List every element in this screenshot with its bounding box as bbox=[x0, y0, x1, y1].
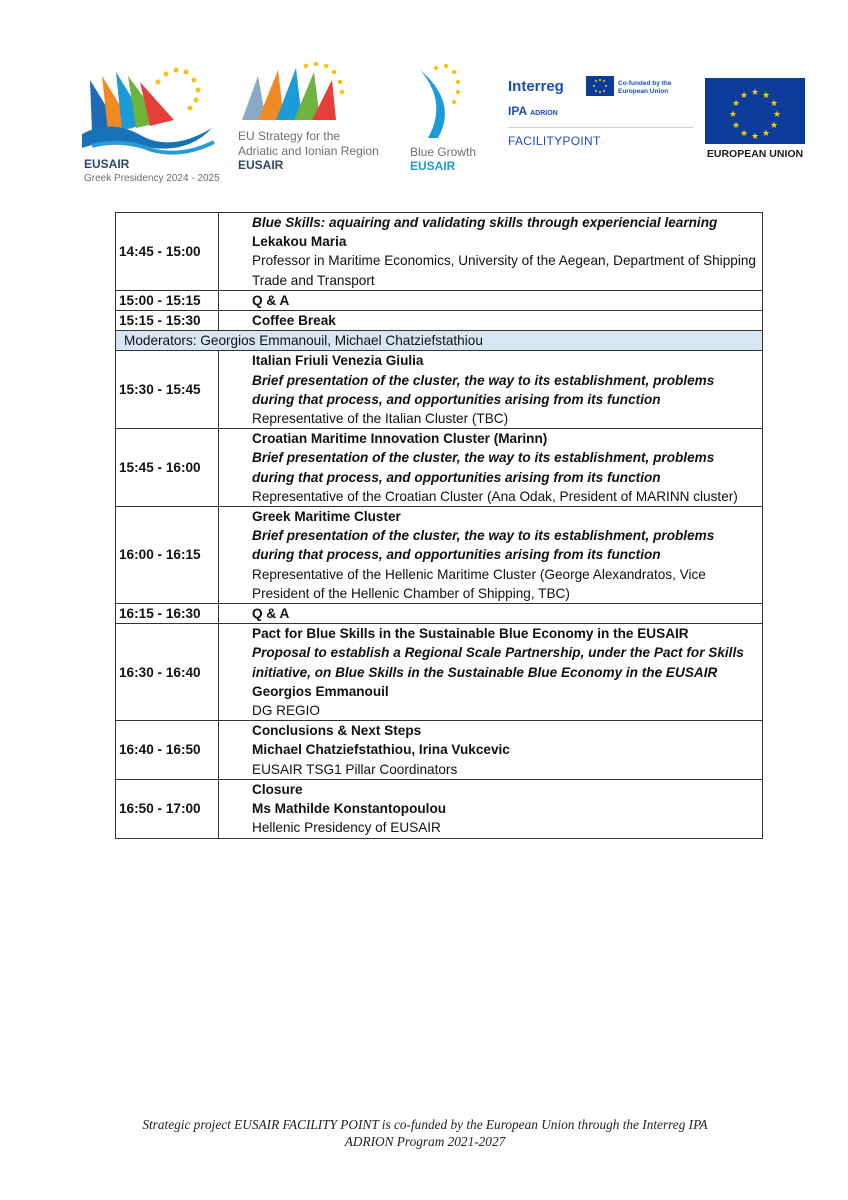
session-line: Coffee Break bbox=[252, 313, 336, 329]
eu-flag-icon bbox=[705, 78, 805, 144]
session-cell bbox=[219, 779, 763, 838]
session-cell bbox=[219, 290, 763, 310]
session-line: Representative of the Italian Cluster (TBC) bbox=[252, 411, 509, 427]
blue-growth-line-1: Blue Growth bbox=[410, 145, 477, 159]
session-line: Representative of the Croatian Cluster (Ana Odak, President of MARINN cluster) bbox=[252, 488, 738, 504]
session-line: Blue Skills: aquairing and validating skills through experiencial learning bbox=[252, 215, 718, 230]
eu-strategy-logo bbox=[236, 60, 406, 180]
session-line: Proposal to establish a Regional Scale Partnership, under the Pact for Skills initiative, on Blue Skills in the Sustainable Blue Economy in the EUSAIR bbox=[252, 645, 744, 680]
session-cell bbox=[219, 721, 763, 780]
session-line: Professor in Maritime Economics, University of the Aegean, Department of Shipping Trade and Transport bbox=[252, 253, 756, 288]
time-cell: 16:40 - 16:50 bbox=[116, 721, 219, 780]
facilitypoint-label: FACILITYPOINT bbox=[508, 134, 601, 148]
svg-text:★: ★ bbox=[739, 129, 749, 139]
session-line: Pact for Blue Skills in the Sustainable Blue Economy in the EUSAIR bbox=[252, 626, 689, 642]
time-cell: 16:00 - 16:15 bbox=[116, 507, 219, 604]
eu-label: EUROPEAN UNION bbox=[706, 148, 804, 160]
time-cell: 15:15 - 15:30 bbox=[116, 311, 219, 331]
table-row bbox=[116, 351, 763, 429]
svg-text:★: ★ bbox=[761, 91, 771, 101]
session-line: Representative of the Hellenic Maritime Cluster (George Alexandratos, Vice President of the Hellenic Chamber of Shipping, TBC) bbox=[252, 566, 706, 601]
table-row bbox=[116, 721, 763, 780]
time-cell: 15:00 - 15:15 bbox=[116, 290, 219, 310]
svg-text:★: ★ bbox=[731, 121, 741, 131]
session-line: Conclusions & Next Steps bbox=[252, 723, 422, 739]
session-line: Croatian Maritime Innovation Cluster (Marinn) bbox=[252, 431, 548, 447]
svg-text:★: ★ bbox=[772, 110, 782, 120]
session-line: Q & A bbox=[252, 606, 290, 622]
blue-growth-logo bbox=[408, 62, 488, 177]
time-cell: 15:30 - 15:45 bbox=[116, 351, 219, 429]
session-cell bbox=[219, 213, 763, 291]
strategy-sails-icon bbox=[236, 60, 366, 132]
session-line: Michael Chatziefstathiou, Irina Vukcevic bbox=[252, 742, 510, 758]
svg-text:★: ★ bbox=[750, 88, 760, 98]
session-cell bbox=[219, 311, 763, 331]
session-line: DG REGIO bbox=[252, 703, 320, 719]
cofunded-text: Co-funded by the European Union bbox=[618, 80, 672, 95]
table-row bbox=[116, 779, 763, 838]
table-row bbox=[116, 604, 763, 624]
table-row bbox=[116, 507, 763, 604]
european-union-logo bbox=[705, 78, 805, 164]
session-cell bbox=[219, 507, 763, 604]
table-row bbox=[116, 624, 763, 721]
svg-text:★: ★ bbox=[750, 132, 760, 142]
session-cell bbox=[219, 351, 763, 429]
strategy-logo-name: EUSAIR bbox=[238, 158, 284, 172]
interreg-brand: Interreg bbox=[508, 78, 564, 95]
table-row bbox=[116, 311, 763, 331]
table-row bbox=[116, 429, 763, 507]
table-row bbox=[116, 331, 763, 351]
funding-footer bbox=[100, 1116, 750, 1150]
session-line: Georgios Emmanouil bbox=[252, 683, 389, 699]
time-cell: 16:30 - 16:40 bbox=[116, 624, 219, 721]
eusair-sails-icon bbox=[82, 62, 222, 157]
time-cell: 16:15 - 16:30 bbox=[116, 604, 219, 624]
svg-text:★: ★ bbox=[731, 99, 741, 109]
session-line: Brief presentation of the cluster, the way to its establishment, problems during that process, and opportunities arising from its function bbox=[252, 450, 715, 485]
footer-line-2: ADRION Program 2021-2027 bbox=[344, 1134, 506, 1149]
time-cell: 16:50 - 17:00 bbox=[116, 779, 219, 838]
eusair-logo-name: EUSAIR bbox=[84, 157, 130, 171]
agenda-table bbox=[115, 212, 763, 839]
session-line: Greek Maritime Cluster bbox=[252, 509, 401, 525]
moderators-cell: Moderators: Georgios Emmanouil, Michael Chatziefstathiou bbox=[116, 331, 763, 351]
session-cell bbox=[219, 429, 763, 507]
svg-text:★: ★ bbox=[761, 129, 771, 139]
blue-growth-sail-icon bbox=[408, 62, 478, 142]
divider bbox=[508, 127, 693, 128]
svg-text:★: ★ bbox=[728, 110, 738, 120]
interreg-ipa-logo bbox=[508, 72, 698, 157]
adrion-label: ADRION bbox=[530, 110, 558, 117]
time-cell: 15:45 - 16:00 bbox=[116, 429, 219, 507]
footer-line-1: Strategic project EUSAIR FACILITY POINT is co-funded by the European Union through the Interreg IPA bbox=[142, 1117, 708, 1132]
session-line: Ms Mathilde Konstantopoulou bbox=[252, 801, 447, 817]
session-line: Q & A bbox=[252, 292, 290, 308]
strategy-line-2: Adriatic and Ionian Region bbox=[238, 144, 379, 158]
svg-text:★: ★ bbox=[769, 121, 779, 131]
session-line: Italian Friuli Venezia Giulia bbox=[252, 353, 424, 369]
svg-text:★: ★ bbox=[769, 99, 779, 109]
session-line: Lekakou Maria bbox=[252, 234, 347, 250]
strategy-line-1: EU Strategy for the bbox=[238, 129, 341, 143]
ipa-label: IPA bbox=[508, 104, 528, 118]
eusair-logo-subtitle: Greek Presidency 2024 - 2025 bbox=[84, 173, 220, 184]
session-cell bbox=[219, 624, 763, 721]
session-line: Brief presentation of the cluster, the way to its establishment, problems during that process, and opportunities arising from its function bbox=[252, 372, 715, 407]
time-cell: 14:45 - 15:00 bbox=[116, 213, 219, 291]
session-line: Brief presentation of the cluster, the way to its establishment, problems during that process, and opportunities arising from its function bbox=[252, 528, 715, 563]
session-line: Hellenic Presidency of EUSAIR bbox=[252, 820, 441, 836]
eusair-presidency-logo bbox=[82, 62, 222, 182]
svg-text:★: ★ bbox=[739, 91, 749, 101]
session-cell bbox=[219, 604, 763, 624]
session-line: EUSAIR TSG1 Pillar Coordinators bbox=[252, 761, 458, 777]
eu-flag-small-icon bbox=[586, 76, 614, 96]
session-line: Closure bbox=[252, 781, 303, 797]
blue-growth-name: EUSAIR bbox=[410, 159, 456, 173]
table-row bbox=[116, 290, 763, 310]
table-row bbox=[116, 213, 763, 291]
